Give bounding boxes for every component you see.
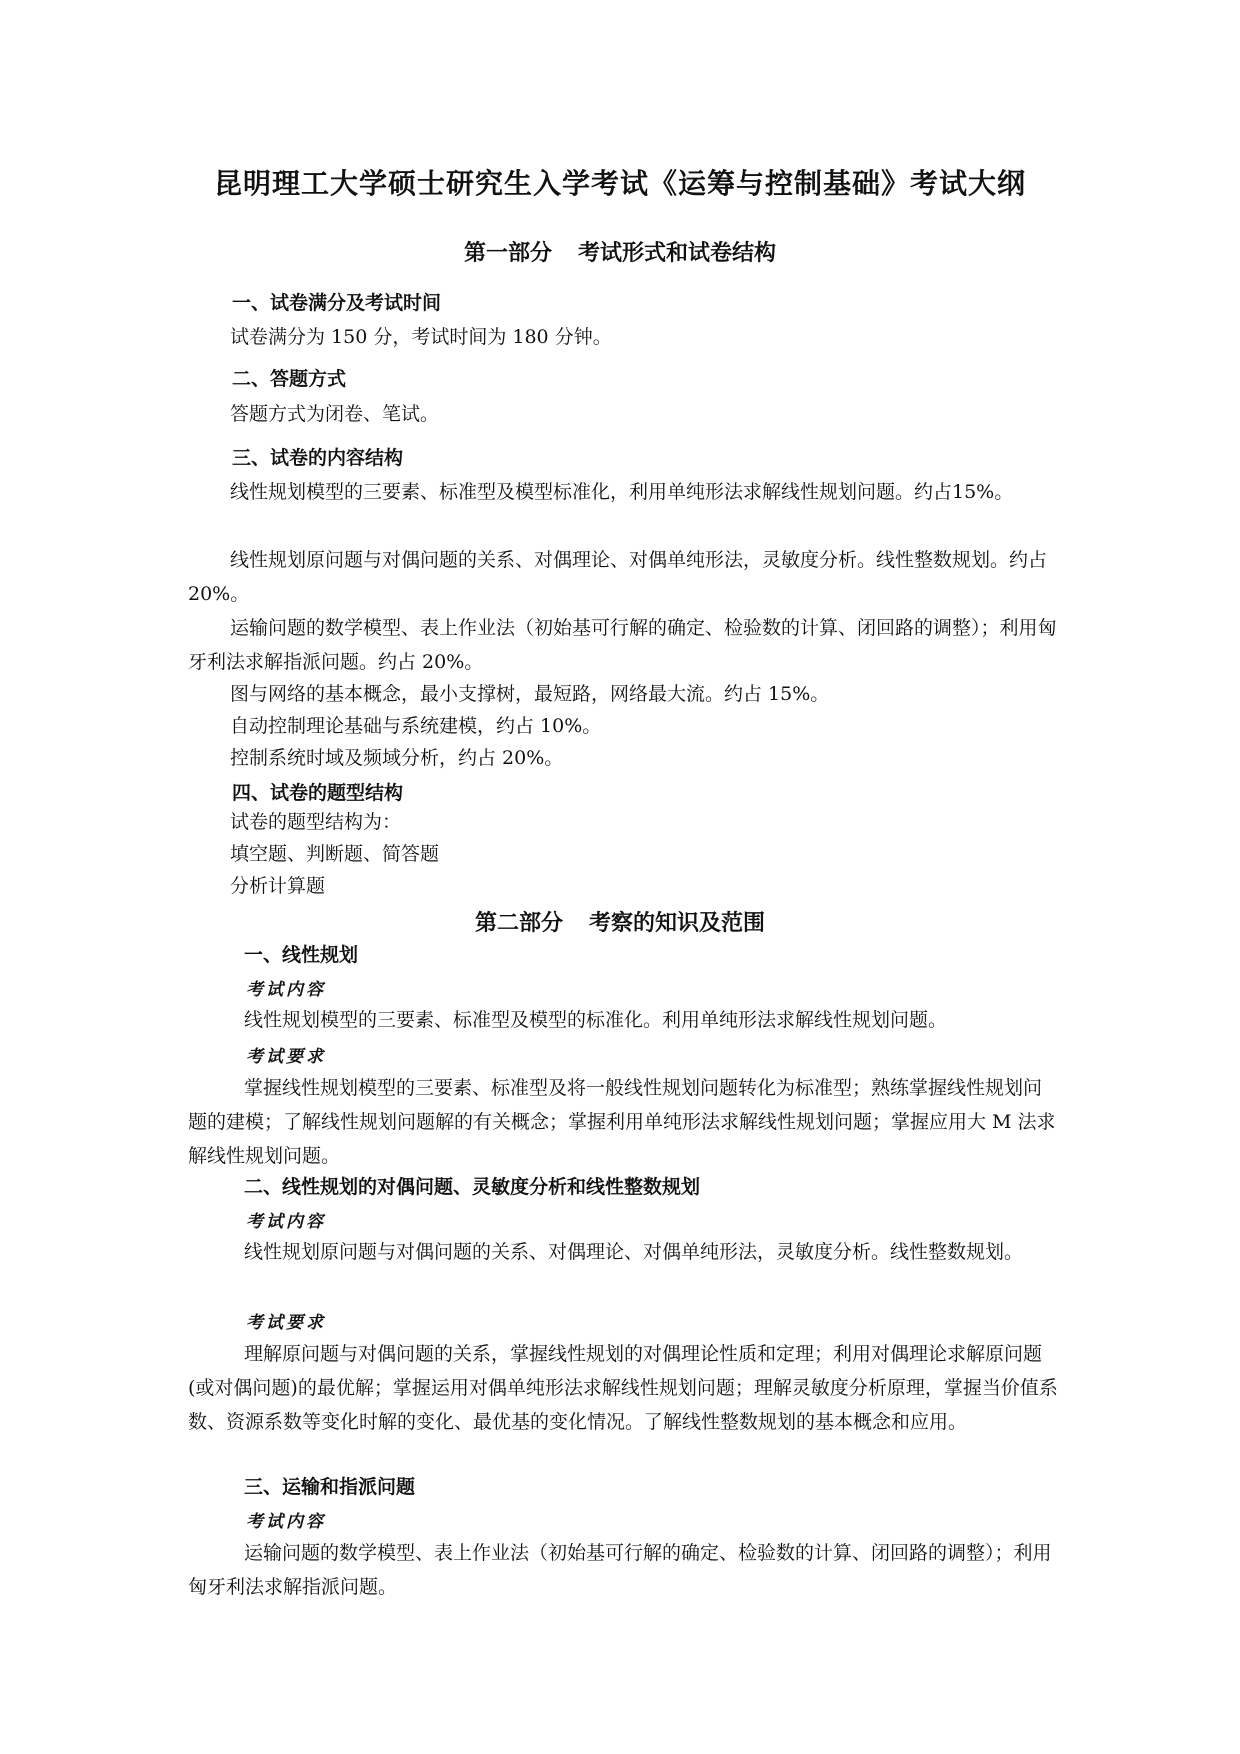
part2-label: 第二部分 [474,911,563,936]
part2-title: 考察的知识及范围 [589,911,766,936]
question-types-line-2: 填空题、判断题、简答题 [230,843,440,865]
part1-label: 第一部分 [463,241,552,266]
topic-heading-transport-assignment: 三、运输和指派问题 [244,1476,416,1498]
topic1-requirement-label: 考试要求 [246,1047,326,1067]
section-text-answer-mode: 答题方式为闭卷、笔试。 [230,403,440,425]
topic-heading-duality-sensitivity: 二、线性规划的对偶问题、灵敏度分析和线性整数规划 [244,1176,701,1198]
topic2-content-text: 线性规划原问题与对偶问题的关系、对偶理论、对偶单纯形法，灵敏度分析。线性整数规划。 [244,1241,1024,1263]
section-heading-answer-mode: 二、答题方式 [232,368,347,390]
topic2-requirement-text: 理解原问题与对偶问题的关系，掌握线性规划的对偶理论性质和定理；利用对偶理论求解原问题(或对偶问题)的最优解；掌握运用对偶单纯形法求解线性规划问题；理解灵敏度分析原理，掌握当价值系数、资源系数等变化时解的变化、最优基的变化情况。了解线性整数规划的基本概念和应用。 [188,1343,1058,1433]
content-structure-paragraph-5: 自动控制理论基础与系统建模，约占 10%。 [230,715,602,737]
content-structure-paragraph-6: 控制系统时域及频域分析，约占 20%。 [230,747,564,769]
topic1-content-label: 考试内容 [246,980,326,1000]
topic1-content-text: 线性规划模型的三要素、标准型及模型的标准化。利用单纯形法求解线性规划问题。 [244,1009,948,1031]
topic1-requirement-text: 掌握线性规划模型的三要素、标准型及将一般线性规划问题转化为标准型；熟练掌握线性规划问题的建模；了解线性规划问题解的有关概念；掌握利用单纯形法求解线性规划问题；掌握应用大 M 法求解线性规划问题。 [188,1077,1056,1167]
section-heading-score-time: 一、试卷满分及考试时间 [232,292,442,314]
question-types-line-1: 试卷的题型结构为： [230,811,402,833]
part1-title: 考试形式和试卷结构 [578,241,777,266]
topic3-content-text: 运输问题的数学模型、表上作业法（初始基可行解的确定、检验数的计算、闭回路的调整）；利用匈牙利法求解指派问题。 [188,1542,1052,1598]
section-heading-content-structure: 三、试卷的内容结构 [232,447,404,469]
topic-heading-linear-programming: 一、线性规划 [244,944,359,966]
section-heading-question-types: 四、试卷的题型结构 [232,782,404,804]
content-structure-paragraph-1: 线性规划模型的三要素、标准型及模型标准化，利用单纯形法求解线性规划问题。约占15%。 [230,481,1014,503]
section-text-score-time: 试卷满分为 150 分，考试时间为 180 分钟。 [230,326,612,348]
question-types-line-3: 分析计算题 [230,875,326,897]
content-structure-paragraph-2: 线性规划原问题与对偶问题的关系、对偶理论、对偶单纯形法，灵敏度分析。线性整数规划。约占 20%。 [188,549,1048,605]
topic3-content-label: 考试内容 [246,1512,326,1532]
part2-heading [150,906,1090,937]
topic2-requirement-label: 考试要求 [246,1313,326,1333]
topic2-content-label: 考试内容 [246,1212,326,1232]
part1-heading [150,236,1090,267]
content-structure-paragraph-3: 运输问题的数学模型、表上作业法（初始基可行解的确定、检验数的计算、闭回路的调整）；利用匈牙利法求解指派问题。约占 20%。 [188,617,1057,673]
content-structure-paragraph-4: 图与网络的基本概念，最小支撑树，最短路，网络最大流。约占 15%。 [230,683,830,705]
document-title: 昆明理工大学硕士研究生入学考试《运筹与控制基础》考试大纲 [213,167,1026,200]
